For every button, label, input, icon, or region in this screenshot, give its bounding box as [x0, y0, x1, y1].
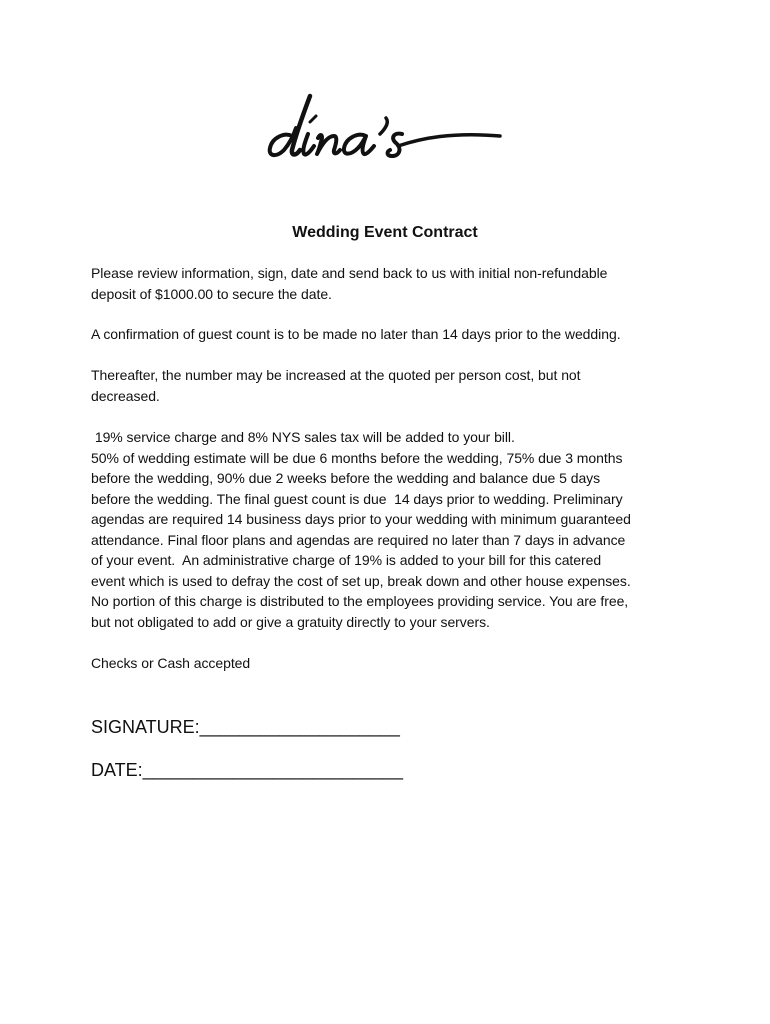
payment-line: Checks or Cash accepted	[91, 655, 251, 671]
terms-line: attendance. Final floor plans and agendas are required no later than 7 days in advance	[91, 531, 626, 548]
intro-line: deposit of $1000.00 to secure the date.	[91, 285, 332, 302]
terms-line: before the wedding, 90% due 2 weeks before the wedding and balance due 5 days	[91, 470, 601, 486]
thereafter-paragraph	[91, 365, 691, 406]
intro-paragraph	[91, 263, 691, 304]
payment-paragraph	[91, 653, 691, 674]
date-line[interactable]: DATE:__________________________	[91, 760, 403, 780]
terms-line: but not obligated to add or give a gratuity directly to your servers.	[91, 613, 490, 630]
terms-line: No portion of this charge is distributed to the employees providing service. You are free,	[91, 593, 629, 609]
terms-line: agendas are required 14 business days prior to your wedding with minimum guaranteed	[91, 511, 631, 527]
terms-paragraph	[91, 427, 691, 632]
terms-line: of your event. An administrative charge of 19% is added to your bill for this catered	[91, 552, 602, 568]
confirmation-paragraph	[91, 324, 691, 345]
terms-line: event which is used to defray the cost of set up, break down and other house expenses.	[91, 572, 631, 589]
terms-line: 50% of wedding estimate will be due 6 months before the wedding, 75% due 3 months	[91, 449, 623, 466]
document-title: Wedding Event Contract	[292, 224, 478, 241]
thereafter-line: decreased.	[91, 387, 160, 404]
signature-line[interactable]: SIGNATURE:____________________	[91, 717, 400, 737]
terms-line: before the wedding. The final guest count is due 14 days prior to wedding. Preliminary	[91, 490, 623, 507]
terms-line: 19% service charge and 8% NYS sales tax will be added to your bill.	[91, 429, 515, 445]
intro-line: Please review information, sign, date and send back to us with initial non-refundable	[91, 265, 608, 281]
dinas-logo	[262, 88, 507, 168]
thereafter-line: Thereafter, the number may be increased at the quoted per person cost, but not	[91, 367, 581, 383]
confirmation-line: A confirmation of guest count is to be made no later than 14 days prior to the wedding.	[91, 326, 621, 342]
